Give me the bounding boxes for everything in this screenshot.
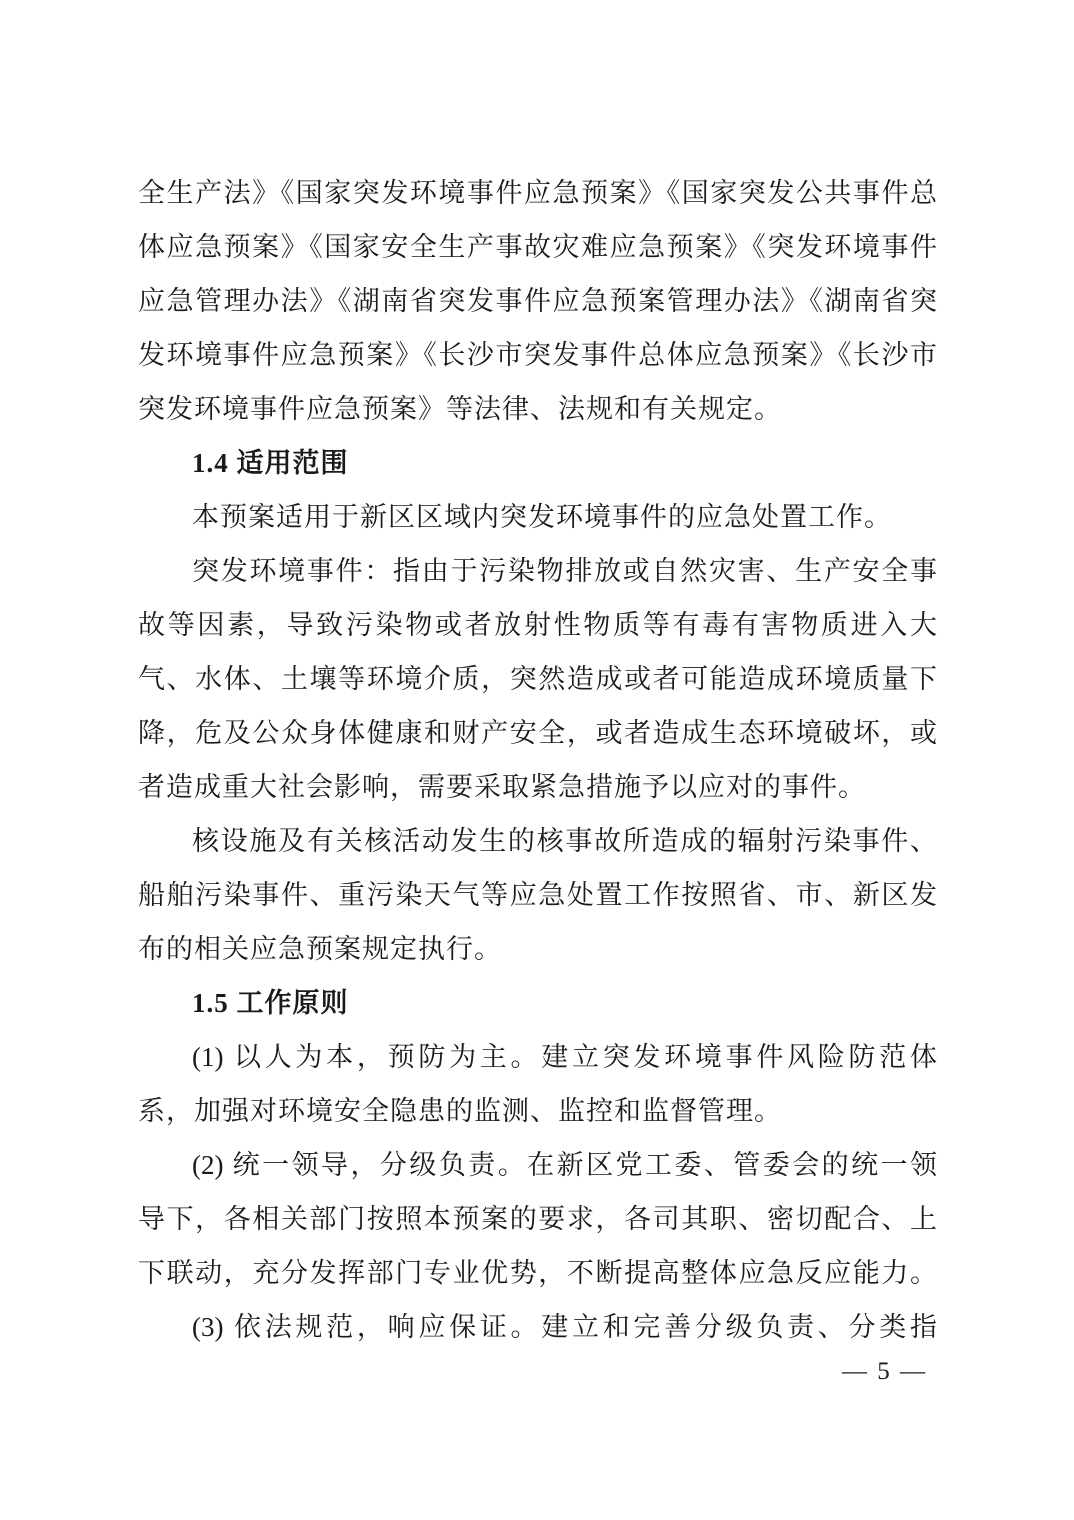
text-line: 导下，各相关部门按照本预案的要求，各司其职、密切配合、上 [138, 1204, 937, 1234]
text-line: 突发环境事件应急预案》等法律、法规和有关规定。 [138, 394, 782, 424]
text-line: 本预案适用于新区区域内突发环境事件的应急处置工作。 [192, 502, 892, 532]
text-line: 下联动，充分发挥部门专业优势，不断提高整体应急反应能力。 [138, 1258, 937, 1288]
text-line: 降，危及公众身体健康和财产安全，或者造成生态环境破坏，或 [138, 718, 937, 748]
text-line: 核设施及有关核活动发生的核事故所造成的辐射污染事件、 [192, 826, 937, 856]
text-line: (2) 统一领导，分级负责。在新区党工委、管委会的统一领 [192, 1150, 937, 1180]
text-line: 船舶污染事件、重污染天气等应急处置工作按照省、市、新区发 [138, 880, 937, 910]
section-heading-1-4: 1.4 适用范围 [192, 448, 349, 478]
text-line: 者造成重大社会影响，需要采取紧急措施予以应对的事件。 [138, 772, 866, 802]
text-line: 全生产法》《国家突发环境事件应急预案》《国家突发公共事件总 [138, 178, 937, 208]
text-line: 布的相关应急预案规定执行。 [138, 934, 502, 964]
text-line: 突发环境事件：指由于污染物排放或自然灾害、生产安全事 [192, 556, 937, 586]
section-heading-1-5: 1.5 工作原则 [192, 988, 349, 1018]
text-line: 发环境事件应急预案》《长沙市突发事件总体应急预案》《长沙市 [138, 340, 937, 370]
text-line: 系，加强对环境安全隐患的监测、监控和监督管理。 [138, 1096, 782, 1126]
text-line: 体应急预案》《国家安全生产事故灾难应急预案》《突发环境事件 [138, 232, 937, 262]
text-line: 气、水体、土壤等环境介质，突然造成或者可能造成环境质量下 [138, 664, 937, 694]
document-body [138, 166, 937, 1354]
text-line: 故等因素，导致污染物或者放射性物质等有毒有害物质进入大 [138, 610, 937, 640]
text-line: (3) 依法规范，响应保证。建立和完善分级负责、分类指 [192, 1312, 937, 1342]
text-line: (1) 以人为本，预防为主。建立突发环境事件风险防范体 [192, 1042, 937, 1072]
text-line: 应急管理办法》《湖南省突发事件应急预案管理办法》《湖南省突 [138, 286, 937, 316]
page-number: — 5 — [842, 1358, 927, 1385]
